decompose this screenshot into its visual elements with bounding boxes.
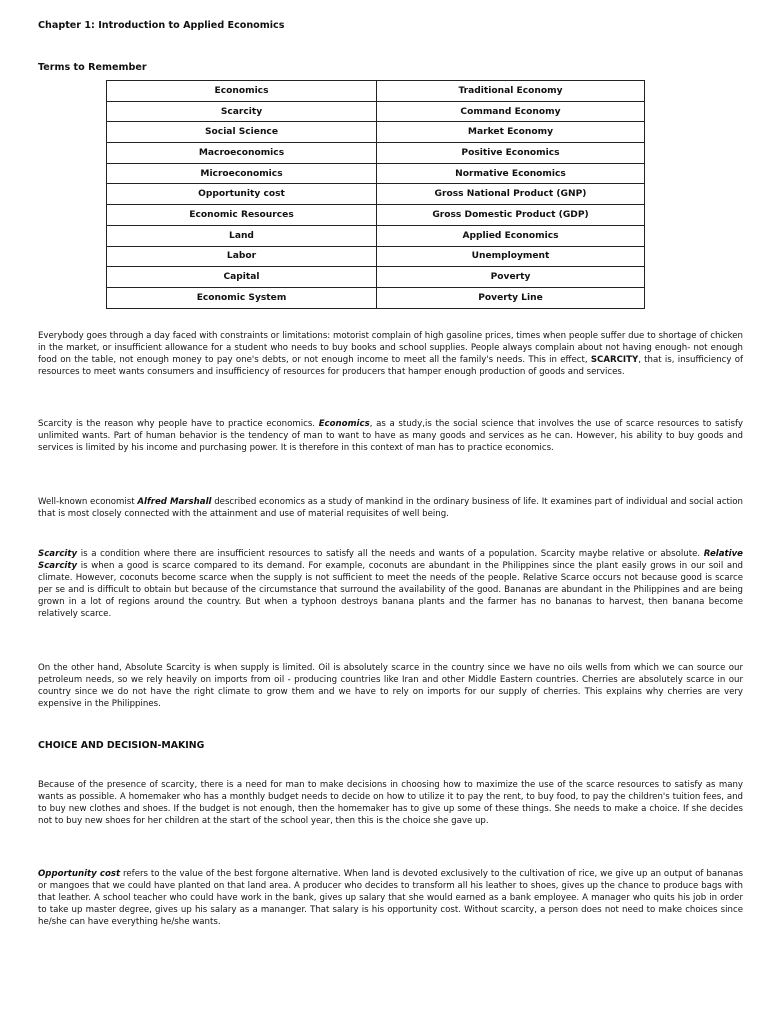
table-row	[107, 143, 645, 164]
paragraph-text: refers to the value of the best forgone alternative. When land is devoted exclusively to the cultivation of rice, we give up an output of bananas or mangoes that we could have planted on that land area. A producer who decides to transform all his leather to shoes, gives up the chance to produce bags with that leather. A school teacher who could have work in the bank, gives up salary that she would earned as a bank employee. A manager who quits his job in order to take up master degree, gives up his salary as a mananger. That salary is his opportunity cost. Without scarcity, a person does not need to make choices since he/she can have everything he/she wants.	[38, 869, 743, 927]
paragraph-absolute-scarcity	[38, 663, 743, 711]
table-row	[107, 246, 645, 267]
keyword-opportunity-cost: Opportunity cost	[38, 869, 121, 879]
term-cell-left: Opportunity cost	[107, 184, 377, 205]
term-cell-left: Economic System	[107, 287, 377, 308]
paragraph-opportunity-cost	[38, 869, 743, 929]
term-cell-left: Economic Resources	[107, 205, 377, 226]
paragraph-text: is when a good is scarce compared to its demand. For example, coconuts are abundant in the Philippines since the plant easily grows in our soil and climate. However, coconuts become scarce when the supply is not sufficient to meet the needs of the people. Relative Scarce occurs not because good is scarce per se and is difficult to obtain but because of the circumstance that surround the availability of the good. Bananas are abundant in the Philippines and are being grown in a lot of regions around the country. But when a typhoon destroys banana plants and the farmer has no bananas to harvest, then banana become relatively scarce.	[38, 560, 743, 619]
term-cell-right: Unemployment	[377, 246, 645, 267]
keyword-alfred-marshall: Alfred Marshall	[137, 497, 212, 507]
term-cell-left: Social Science	[107, 122, 377, 143]
table-row	[107, 287, 645, 308]
paragraph-text: Well-known economist	[38, 497, 138, 507]
paragraph-text: , that is, insufficiency of resources to meet wants consumers and insufficiency of resources for producers that hamper enough production of goods and services.	[38, 354, 743, 377]
term-cell-right: Gross Domestic Product (GDP)	[377, 205, 645, 226]
term-cell-right: Normative Economics	[377, 163, 645, 184]
keyword-scarcity: SCARCITY	[590, 354, 639, 365]
term-cell-right: Gross National Product (GNP)	[377, 184, 645, 205]
paragraph-text: Because of the presence of scarcity, there is a need for man to make decisions in choosing how to maximize the use of the scarce resources to satisfy as many wants as possible. A homemaker who has a monthly budget needs to decide on how to utilize it to pay the rent, to buy food, to pay the children's tuition fees, and to buy new clothes and shoes. If the budget is not enough, then the homemaker has to give up some of these things. She needs to make a choice. If she decides not to buy new shoes for her children at the start of the school year, then this is the choice she gave up.	[38, 780, 743, 826]
keyword-relative-scarcity: Relative Scarcity	[38, 549, 743, 571]
paragraph-economics-definition	[38, 419, 743, 455]
table-row	[107, 184, 645, 205]
term-cell-left: Microeconomics	[107, 163, 377, 184]
paragraph-text: is a condition where there are insufficient resources to satisfy all the needs and wants of a population. Scarcity maybe relative or absolute.	[77, 549, 704, 559]
paragraph-text: On the other hand, Absolute Scarcity is when supply is limited. Oil is absolutely scarce in the country since we have no oils wells from which we can source our petroleum needs, so we rely heavily on imports from oil - producing countries like Iran and other Middle Eastern countries. Cherries are absolutely scarce in our country since we do not have the right climate to grow them and we have to rely on imports for our supply of cherries. This explains why cherries are very expensive in the Philippines.	[38, 663, 743, 709]
term-cell-right: Market Economy	[377, 122, 645, 143]
terms-table-body	[107, 81, 645, 309]
paragraph-scarcity-intro	[38, 331, 743, 379]
term-cell-right: Poverty	[377, 267, 645, 288]
paragraph-relative-scarcity	[38, 549, 743, 620]
terms-heading: Terms to Remember	[38, 62, 147, 73]
paragraph-text: , as a study,is the social science that involves the use of scarce resources to satisfy unlimited wants. Part of human behavior is the tendency of man to want to have as many goods and services as he can. However, his ability to buy goods and services is limited by his income and purchasing power. It is therefore in this context of man has to practice economics.	[38, 419, 743, 453]
paragraph-alfred-marshall	[38, 497, 743, 521]
term-cell-left: Labor	[107, 246, 377, 267]
table-row	[107, 267, 645, 288]
term-cell-left: Macroeconomics	[107, 143, 377, 164]
term-cell-right: Applied Economics	[377, 225, 645, 246]
table-row	[107, 163, 645, 184]
term-cell-left: Land	[107, 225, 377, 246]
paragraph-text: Everybody goes through a day faced with constraints or limitations: motorist complain of high gasoline prices, times when people suffer due to shortage of chicken in the market, or insufficient allowance for a student who needs to buy books and school supplies. People always complain about not having enough- not enough food on the table, not enough money to pay one's debts, or not enough income to meet all the family's needs. This in effect,	[38, 331, 743, 365]
keyword-economics: Economics	[318, 419, 370, 429]
table-row	[107, 81, 645, 102]
table-row	[107, 205, 645, 226]
term-cell-right: Poverty Line	[377, 287, 645, 308]
table-row	[107, 101, 645, 122]
term-cell-right: Traditional Economy	[377, 81, 645, 102]
terms-table	[106, 80, 645, 309]
term-cell-right: Positive Economics	[377, 143, 645, 164]
table-row	[107, 225, 645, 246]
table-row	[107, 122, 645, 143]
term-cell-left: Capital	[107, 267, 377, 288]
paragraph-text: described economics as a study of mankind in the ordinary business of life. It examines part of individual and social action that is most closely connected with the attainment and use of material requisites of well being.	[38, 497, 744, 519]
chapter-title: Chapter 1: Introduction to Applied Economics	[38, 20, 285, 31]
term-cell-left: Scarcity	[107, 101, 377, 122]
term-cell-left: Economics	[107, 81, 377, 102]
section-heading-choice: CHOICE AND DECISION-MAKING	[38, 740, 205, 751]
term-cell-right: Command Economy	[377, 101, 645, 122]
paragraph-choice	[38, 780, 743, 828]
keyword-scarcity: Scarcity	[38, 549, 78, 559]
paragraph-text: Scarcity is the reason why people have to practice economics.	[38, 419, 319, 429]
